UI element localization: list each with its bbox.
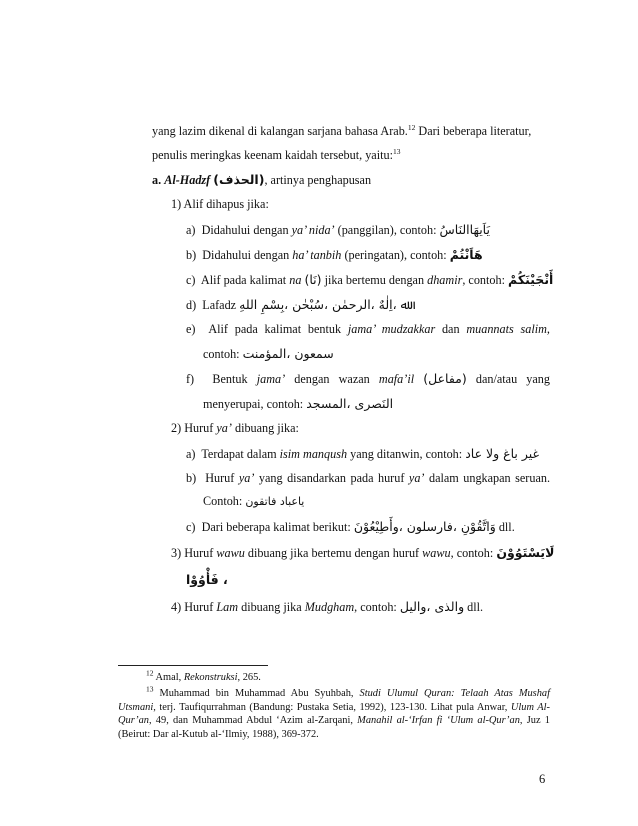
section-marker: a. (152, 173, 162, 187)
item-text: Huruf (205, 471, 239, 485)
rule1-item-f-line1 (186, 371, 550, 387)
item-text: Didahului dengan (201, 223, 292, 237)
section-heading-a (152, 172, 371, 188)
heading-italic: Lam (216, 600, 239, 614)
rule1-item-b (186, 247, 483, 263)
heading-italic: ya’ (216, 421, 232, 435)
item-text: dan/atau yang (466, 372, 550, 386)
footnote-italic: Utsmani (118, 701, 154, 713)
rule1-item-f-line2 (203, 396, 393, 412)
heading-italic: Mudgham (304, 600, 355, 614)
footnote-13-line4 (118, 728, 550, 742)
item-text: , contoh: (462, 273, 505, 287)
arabic-example: وَاتَّقُوْنِ ،فارسلون ،وأَطِيْعُوْنَ (353, 519, 496, 534)
rule1-item-a (186, 222, 490, 238)
item-label: b) (186, 248, 197, 262)
rule3-line1 (171, 545, 554, 561)
arabic-example: سمعون ،المؤمنت (242, 346, 334, 361)
item-text: Lafadz (202, 298, 237, 312)
footnote-ref-13[interactable]: 13 (392, 146, 401, 156)
rule1-item-d (186, 297, 408, 313)
footnote-italic: Qur’an (118, 715, 149, 727)
item-text: Contoh: (203, 494, 243, 508)
item-text: dan (435, 322, 467, 336)
rule2-item-b-line2 (203, 494, 304, 509)
rule1-item-c (186, 272, 553, 288)
footnote-text: , terj. Taufiqurrahman (Bandung: Pustaka Setia, 1992), 123-130. Lihat pula Anwar, (153, 701, 511, 713)
body-text: Dari beberapa literatur, (415, 124, 532, 138)
item-italic: isim manqush (279, 447, 348, 461)
item-italic: jama’ mudzakkar (347, 322, 436, 336)
item-text: yang ditanwin, contoh: (347, 447, 463, 461)
footnote-text: , Juz 1 (519, 715, 550, 727)
item-text: Bentuk (212, 372, 257, 386)
rule2-item-b-line1 (186, 471, 550, 486)
arabic-example: ياعباد فاتقون (245, 495, 305, 508)
item-italic: ya’ (238, 471, 255, 485)
rule2-item-c (186, 519, 515, 535)
item-text: (peringatan), contoh: (341, 248, 447, 262)
heading-text: 2) Huruf (171, 421, 217, 435)
heading-italic: wawu (422, 546, 451, 560)
body-text: yang lazim dikenal di kalangan sarjana bahasa Arab. (152, 124, 408, 138)
footnote-13-line2 (118, 701, 550, 715)
footnote-text: , 265. (237, 672, 261, 683)
footnote-number: 12 (146, 668, 154, 678)
item-text: menyerupai, contoh: (203, 397, 304, 411)
item-text: dengan wazan (285, 372, 379, 386)
item-text: yang disandarkan pada huruf (254, 471, 409, 485)
footnote-number: 13 (146, 684, 154, 694)
heading-text: dibuang jika bertemu dengan huruf (244, 546, 423, 560)
arabic-example: والذى ،واليل (399, 599, 465, 614)
footnote-italic: Ulum Al- (510, 701, 550, 713)
footnote-13-line3 (118, 714, 550, 728)
arabic-example: أَنْجَيْنَكُمْ (508, 272, 554, 287)
item-label: c) (186, 273, 196, 287)
arabic-example: يَاَيهَاالنَاسُ (439, 222, 490, 237)
arabic-example: غير باغ ولا عاد (465, 446, 540, 461)
arabic-inline: (نَا) (304, 272, 322, 287)
item-italic: ya’ nida’ (291, 223, 335, 237)
rule3-line2 (186, 572, 228, 588)
item-label: f) (186, 372, 195, 386)
footnote-text: Muhammad bin Muhammad Abu Syuhbah, (153, 688, 360, 699)
item-italic: dhamir (427, 273, 463, 287)
footnote-13 (118, 684, 550, 741)
arabic-inline: (مفاعل) (423, 371, 467, 386)
item-text: jika bertemu dengan (321, 273, 428, 287)
item-label: e) (186, 322, 196, 336)
footnote-italic: Studi Ulumul Quran: Telaah Atas Mushaf (359, 688, 550, 699)
item-text: Alif pada kalimat bentuk (208, 322, 348, 336)
heading-italic: wawu (216, 546, 245, 560)
item-text: Dari beberapa kalimat berikut: (201, 520, 351, 534)
section-heading-tail: , artinya penghapusan (264, 173, 372, 187)
rule1-item-e-line1 (186, 322, 550, 337)
rule1-item-e-line2 (203, 346, 334, 362)
rule4-line (171, 599, 483, 615)
item-italic: mafa’il (378, 372, 415, 386)
footnote-12 (118, 668, 550, 685)
item-text: (panggilan), contoh: (334, 223, 437, 237)
arabic-example: هَاَنْتُمْ (449, 247, 483, 262)
item-italic: ya’ (408, 471, 425, 485)
rule2-item-a (186, 446, 539, 462)
heading-text: , contoh: (450, 546, 494, 560)
heading-text: 3) Huruf (171, 546, 217, 560)
heading-text: dibuang jika: (231, 421, 299, 435)
arabic-example: لَايَسْتَوُوْنَ (496, 545, 555, 560)
item-label: c) (186, 520, 196, 534)
arabic-example: النَصرى ،المسجد (306, 396, 394, 411)
item-text: dll. (495, 520, 515, 534)
heading-text: , contoh: (354, 600, 397, 614)
section-term: Al-Hadzf (164, 173, 211, 187)
footnote-italic: Manahil al-‘Irfan fi ‘Ulum al-Qur’an (357, 715, 520, 727)
footnote-italic: Rekonstruksi (183, 672, 238, 683)
heading-text: dll. (464, 600, 484, 614)
item-label: b) (186, 471, 197, 485)
rule2-heading (171, 421, 299, 436)
item-text: Didahului dengan (202, 248, 293, 262)
item-italic: ha’ tanbih (292, 248, 342, 262)
item-text: dalam ungkapan seruan. (424, 471, 551, 485)
item-italic: jama’ (256, 372, 286, 386)
item-italic: muannats salim, (466, 322, 550, 336)
item-text: contoh: (203, 347, 240, 361)
section-term-arabic: (الحذف) (213, 172, 265, 187)
page-number: 6 (539, 772, 546, 786)
body-line-1 (152, 124, 531, 139)
heading-text: 4) Huruf (171, 600, 217, 614)
body-text: penulis meringkas keenam kaidah tersebut, yaitu: (152, 148, 393, 162)
body-line-2 (152, 148, 400, 163)
item-label: a) (186, 223, 196, 237)
footnote-13-line1 (118, 684, 550, 701)
heading-text: dibuang jika (238, 600, 305, 614)
arabic-example: ﷲ ،اِلٰهٌ ،الرحمٰن ،سُبْحٰن ،بِسْمِ اللهِ (239, 297, 408, 312)
arabic-example: ، فَأْوُوْا (186, 572, 228, 587)
item-text: Alif pada kalimat (200, 273, 290, 287)
item-label: a) (186, 447, 196, 461)
item-label: d) (186, 298, 197, 312)
item-italic: na (289, 273, 302, 287)
footnote-text: (Beirut: Dar al-Kutub al-‘Ilmiy, 1988), 369-372. (118, 728, 319, 740)
footnote-ref-12[interactable]: 12 (407, 122, 416, 132)
footnote-text: , 49, dan Muhammad Abdul ‘Azim al-Zarqani, (148, 715, 358, 727)
footnote-separator (118, 665, 268, 666)
rule1-heading: 1) Alif dihapus jika: (171, 197, 269, 211)
item-text: Terdapat dalam (201, 447, 280, 461)
footnote-text: Amal, (153, 672, 184, 683)
